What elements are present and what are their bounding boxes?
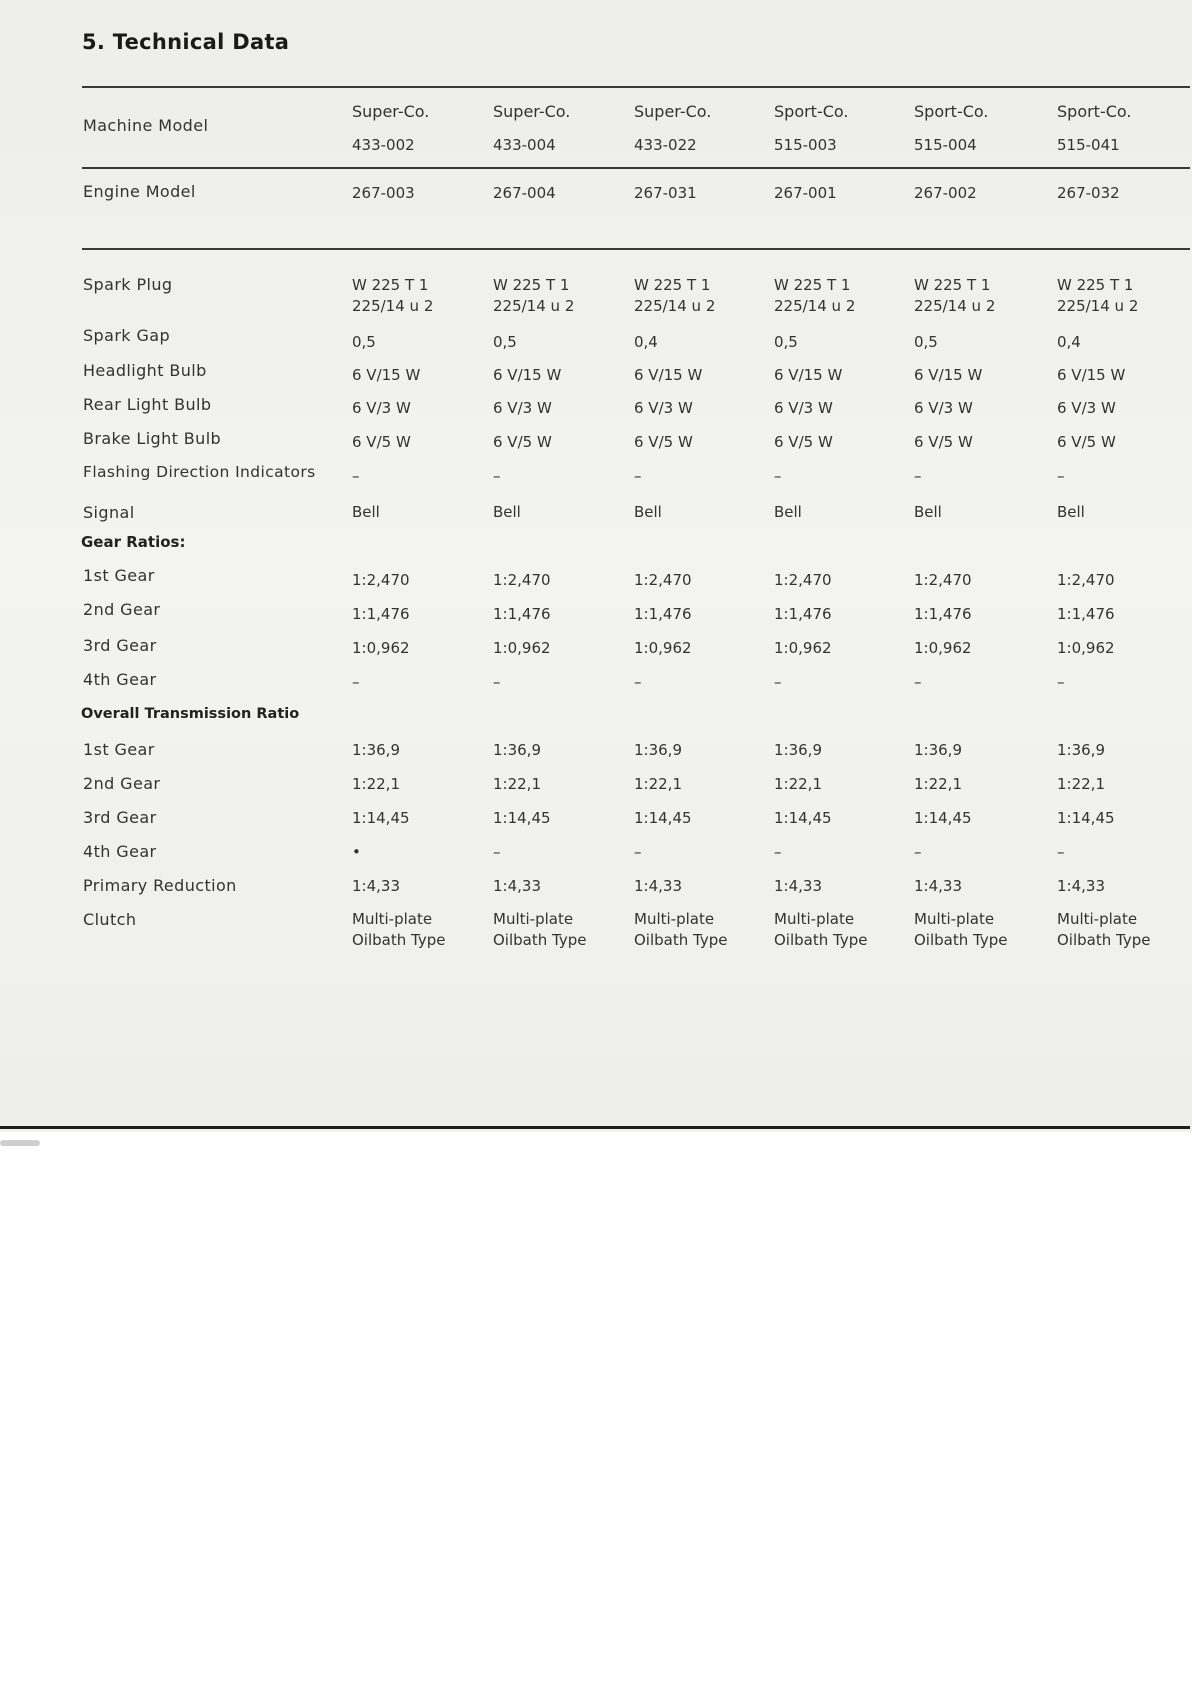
clutch-value: Multi-plate Oilbath Type (774, 910, 868, 949)
clutch-value: Multi-plate Oilbath Type (634, 910, 728, 949)
flashing-indicators-value: – (774, 467, 782, 485)
headlight-bulb-value: 6 V/15 W (352, 366, 421, 384)
overall-ratio-value: 1:36,9 (352, 741, 400, 759)
brake-light-bulb-value: 6 V/5 W (774, 433, 833, 451)
model-name: Sport-Co. (1057, 102, 1132, 121)
overall-ratio-value: 1:14,45 (352, 809, 410, 827)
model-number: 515-003 (774, 136, 837, 154)
clutch-value: Multi-plate Oilbath Type (914, 910, 1008, 949)
spark-gap-label: Spark Gap (83, 326, 171, 345)
brake-light-bulb-value: 6 V/5 W (1057, 433, 1116, 451)
gear-ratio-value: 1:1,476 (352, 605, 410, 623)
flashing-indicators-value: – (352, 467, 360, 485)
gear-ratio-3rd-label: 3rd Gear (83, 636, 157, 655)
overall-ratio-value: 1:14,45 (914, 809, 972, 827)
primary-reduction-value: 1:4,33 (774, 877, 822, 895)
overall-ratio-value: 1:22,1 (914, 775, 962, 793)
divider-after-models (82, 167, 1190, 169)
spark-plug-value: W 225 T 1 225/14 u 2 (914, 276, 996, 315)
scan-smudge (0, 1140, 40, 1146)
flashing-indicators-label: Flashing Direction Indicators (83, 463, 316, 481)
spark-plug-label: Spark Plug (83, 275, 173, 294)
overall-ratio-value: 1:36,9 (774, 741, 822, 759)
machine-model-label: Machine Model (83, 116, 209, 135)
gear-ratio-value: – (352, 673, 360, 691)
overall-1st-label: 1st Gear (83, 740, 155, 759)
brake-light-bulb-value: 6 V/5 W (493, 433, 552, 451)
flashing-indicators-value: – (914, 467, 922, 485)
gear-ratio-value: 1:2,470 (774, 571, 832, 589)
blank-page-area (0, 1132, 1192, 1684)
flashing-indicators-value: – (493, 467, 501, 485)
model-name: Sport-Co. (914, 102, 989, 121)
overall-ratio-value: – (1057, 843, 1065, 861)
brake-light-bulb-label: Brake Light Bulb (83, 429, 222, 448)
model-number: 515-004 (914, 136, 977, 154)
gear-ratio-value: 1:0,962 (493, 639, 551, 657)
primary-reduction-value: 1:4,33 (634, 877, 682, 895)
gear-ratios-heading: Gear Ratios: (81, 533, 186, 551)
spark-gap-value: 0,4 (1057, 333, 1081, 351)
model-number: 515-041 (1057, 136, 1120, 154)
gear-ratio-value: – (493, 673, 501, 691)
model-number: 433-004 (493, 136, 556, 154)
signal-value: Bell (493, 503, 521, 521)
brake-light-bulb-value: 6 V/5 W (352, 433, 411, 451)
gear-ratio-value: 1:2,470 (914, 571, 972, 589)
overall-ratio-value: 1:36,9 (914, 741, 962, 759)
clutch-value: Multi-plate Oilbath Type (493, 910, 587, 949)
spark-plug-value: W 225 T 1 225/14 u 2 (352, 276, 434, 315)
primary-reduction-value: 1:4,33 (493, 877, 541, 895)
gear-ratio-value: – (1057, 673, 1065, 691)
headlight-bulb-value: 6 V/15 W (914, 366, 983, 384)
flashing-indicators-value: – (1057, 467, 1065, 485)
gear-ratio-value: 1:2,470 (493, 571, 551, 589)
engine-model-value: 267-032 (1057, 184, 1120, 202)
overall-ratio-value: 1:22,1 (1057, 775, 1105, 793)
gear-ratio-value: 1:0,962 (634, 639, 692, 657)
overall-ratio-value: – (914, 843, 922, 861)
overall-ratio-value: 1:36,9 (493, 741, 541, 759)
gear-ratio-value: – (774, 673, 782, 691)
headlight-bulb-value: 6 V/15 W (634, 366, 703, 384)
gear-ratio-value: – (914, 673, 922, 691)
spark-gap-value: 0,5 (914, 333, 938, 351)
rear-light-bulb-value: 6 V/3 W (774, 399, 833, 417)
gear-ratio-4th-label: 4th Gear (83, 670, 157, 689)
overall-ratio-value: 1:22,1 (774, 775, 822, 793)
headlight-bulb-label: Headlight Bulb (83, 361, 207, 380)
page-title: 5. Technical Data (82, 30, 290, 54)
model-name: Super-Co. (634, 102, 712, 121)
spark-gap-value: 0,5 (774, 333, 798, 351)
overall-ratio-value: – (634, 843, 642, 861)
overall-ratio-value: 1:14,45 (634, 809, 692, 827)
signal-value: Bell (1057, 503, 1085, 521)
page-bottom-edge (0, 1126, 1190, 1129)
rear-light-bulb-value: 6 V/3 W (914, 399, 973, 417)
gear-ratio-value: – (634, 673, 642, 691)
gear-ratio-value: 1:0,962 (774, 639, 832, 657)
engine-model-value: 267-001 (774, 184, 837, 202)
overall-ratio-value: 1:22,1 (634, 775, 682, 793)
flashing-indicators-value: – (634, 467, 642, 485)
headlight-bulb-value: 6 V/15 W (774, 366, 843, 384)
overall-transmission-heading: Overall Transmission Ratio (81, 706, 300, 722)
signal-value: Bell (352, 503, 380, 521)
overall-2nd-label: 2nd Gear (83, 774, 161, 793)
overall-ratio-value: 1:36,9 (634, 741, 682, 759)
gear-ratio-value: 1:0,962 (1057, 639, 1115, 657)
gear-ratio-value: 1:1,476 (914, 605, 972, 623)
primary-reduction-value: 1:4,33 (914, 877, 962, 895)
overall-3rd-label: 3rd Gear (83, 808, 157, 827)
model-number: 433-022 (634, 136, 697, 154)
gear-ratio-value: 1:2,470 (352, 571, 410, 589)
primary-reduction-label: Primary Reduction (83, 876, 237, 895)
signal-label: Signal (83, 503, 135, 522)
signal-value: Bell (634, 503, 662, 521)
overall-ratio-value: 1:14,45 (1057, 809, 1115, 827)
rear-light-bulb-value: 6 V/3 W (634, 399, 693, 417)
spark-plug-value: W 225 T 1 225/14 u 2 (493, 276, 575, 315)
overall-ratio-value: – (774, 843, 782, 861)
overall-ratio-value: • (352, 843, 361, 861)
brake-light-bulb-value: 6 V/5 W (914, 433, 973, 451)
headlight-bulb-value: 6 V/15 W (493, 366, 562, 384)
gear-ratio-value: 1:1,476 (774, 605, 832, 623)
brake-light-bulb-value: 6 V/5 W (634, 433, 693, 451)
spark-plug-value: W 225 T 1 225/14 u 2 (774, 276, 856, 315)
rear-light-bulb-value: 6 V/3 W (352, 399, 411, 417)
model-name: Sport-Co. (774, 102, 849, 121)
engine-model-label: Engine Model (83, 182, 196, 201)
clutch-label: Clutch (83, 910, 137, 929)
engine-model-value: 267-002 (914, 184, 977, 202)
signal-value: Bell (914, 503, 942, 521)
divider-after-engine (82, 248, 1190, 250)
rear-light-bulb-value: 6 V/3 W (1057, 399, 1116, 417)
spark-plug-value: W 225 T 1 225/14 u 2 (1057, 276, 1139, 315)
spark-plug-value: W 225 T 1 225/14 u 2 (634, 276, 716, 315)
headlight-bulb-value: 6 V/15 W (1057, 366, 1126, 384)
gear-ratio-value: 1:1,476 (634, 605, 692, 623)
model-name: Super-Co. (493, 102, 571, 121)
spark-gap-value: 0,5 (352, 333, 376, 351)
gear-ratio-value: 1:1,476 (1057, 605, 1115, 623)
signal-value: Bell (774, 503, 802, 521)
gear-ratio-value: 1:2,470 (1057, 571, 1115, 589)
gear-ratio-value: 1:0,962 (914, 639, 972, 657)
overall-ratio-value: – (493, 843, 501, 861)
gear-ratio-value: 1:0,962 (352, 639, 410, 657)
spark-gap-value: 0,4 (634, 333, 658, 351)
overall-ratio-value: 1:14,45 (774, 809, 832, 827)
engine-model-value: 267-031 (634, 184, 697, 202)
model-name: Super-Co. (352, 102, 430, 121)
overall-ratio-value: 1:36,9 (1057, 741, 1105, 759)
rear-light-bulb-value: 6 V/3 W (493, 399, 552, 417)
clutch-value: Multi-plate Oilbath Type (352, 910, 446, 949)
gear-ratio-value: 1:2,470 (634, 571, 692, 589)
rear-light-bulb-label: Rear Light Bulb (83, 395, 212, 414)
gear-ratio-1st-label: 1st Gear (83, 566, 155, 585)
clutch-value: Multi-plate Oilbath Type (1057, 910, 1151, 949)
overall-4th-label: 4th Gear (83, 842, 157, 861)
gear-ratio-2nd-label: 2nd Gear (83, 600, 161, 619)
overall-ratio-value: 1:22,1 (352, 775, 400, 793)
gear-ratio-value: 1:1,476 (493, 605, 551, 623)
engine-model-value: 267-004 (493, 184, 556, 202)
spark-gap-value: 0,5 (493, 333, 517, 351)
engine-model-value: 267-003 (352, 184, 415, 202)
overall-ratio-value: 1:22,1 (493, 775, 541, 793)
overall-ratio-value: 1:14,45 (493, 809, 551, 827)
primary-reduction-value: 1:4,33 (1057, 877, 1105, 895)
primary-reduction-value: 1:4,33 (352, 877, 400, 895)
divider-top (82, 86, 1190, 88)
model-number: 433-002 (352, 136, 415, 154)
